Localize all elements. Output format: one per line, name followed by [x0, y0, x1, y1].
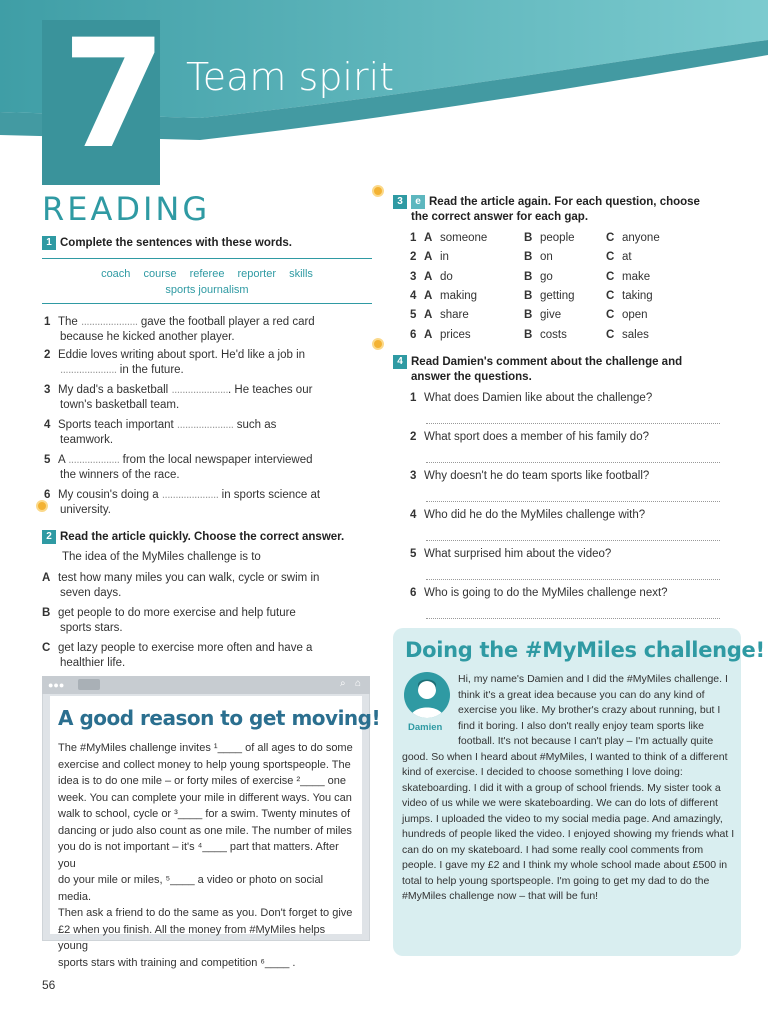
ex4-question-5: 5 What surprised him about the video?	[410, 548, 612, 560]
ex1-item-4: 4 Sports teach important ..................... such as teamwork.	[44, 419, 277, 446]
answer-blank[interactable]: .....................	[161, 489, 219, 501]
answer-line[interactable]	[426, 579, 720, 580]
option-a[interactable]: do	[440, 270, 453, 283]
option-letter: C	[606, 251, 615, 264]
answer-line[interactable]	[426, 540, 720, 541]
option-b[interactable]: people	[540, 232, 575, 244]
unit-number: 7	[62, 8, 163, 182]
marker-dot	[372, 338, 384, 350]
window-dots-icon: ●●●	[48, 680, 65, 690]
ex2-option-c[interactable]: C get lazy people to exercise more often and have a healthier life.	[42, 642, 313, 669]
option-b[interactable]: on	[540, 251, 553, 264]
ex4-question-2: 2 What sport does a member of his family do?	[410, 431, 649, 443]
ex3-row	[410, 326, 730, 345]
ex4-instruction-l1: Read Damien's comment about the challenge and	[411, 356, 683, 369]
search-icon[interactable]: ⌕	[340, 678, 346, 689]
option-b[interactable]: costs	[540, 328, 567, 341]
exam-badge-icon: e	[411, 195, 425, 209]
ex3-row-number: 6	[410, 328, 417, 341]
article-line: dancing or judo also count as one mile. The number of miles	[58, 824, 352, 837]
answer-line[interactable]	[426, 501, 720, 502]
ex1-item-5: 5 A ................... from the local newspaper interviewed the winners of the race.	[44, 454, 313, 481]
ex3-row-number: 1	[410, 232, 417, 244]
article-line: The #MyMiles challenge invites ¹____ of all ages to do some	[58, 742, 353, 754]
option-letter: C	[606, 328, 615, 341]
option-letter: C	[606, 232, 615, 244]
option-letter: C	[606, 270, 615, 283]
ex3-row-number: 5	[410, 309, 417, 322]
comment-author: Damien	[408, 722, 443, 733]
article-body	[58, 740, 358, 971]
option-letter: B	[524, 251, 533, 264]
option-letter: A	[424, 232, 433, 244]
word-reporter: reporter	[237, 268, 277, 280]
option-letter: B	[524, 232, 533, 244]
word-coach: coach	[101, 268, 131, 280]
ex1-item-1: 1 The ..................... gave the football player a red card because he kicked another player.	[44, 316, 315, 343]
word-course: course	[143, 268, 177, 280]
ex1-item-2: 2 Eddie loves writing about sport. He'd like a job in ..................... in the future.	[44, 349, 306, 376]
option-letter: C	[606, 309, 615, 322]
unit-title: Team spirit	[186, 55, 395, 99]
option-letter: B	[524, 328, 533, 341]
word-box	[42, 258, 372, 304]
ex3-number: 3	[393, 195, 407, 209]
browser-bar	[42, 676, 370, 694]
article-line: Then ask a friend to do the same as you. Don't forget to give	[58, 907, 353, 919]
ex2-number: 2	[42, 530, 56, 544]
ex4-instruction-l2: answer the questions.	[411, 371, 532, 384]
option-c[interactable]: make	[622, 270, 651, 283]
ex1-instruction	[42, 236, 292, 251]
answer-line[interactable]	[426, 423, 720, 424]
tab-icon	[78, 679, 100, 690]
option-letter: A	[424, 270, 433, 283]
ex3-row	[410, 268, 730, 287]
option-a[interactable]: someone	[440, 232, 488, 244]
option-c[interactable]: anyone	[622, 232, 660, 244]
ex2-instruction	[42, 530, 344, 545]
option-letter: A	[424, 289, 433, 302]
article-line: walk to school, cycle or ³____ for a swim. Twenty minutes of	[58, 808, 351, 820]
ex2-instruction-text: Read the article quickly. Choose the correct answer.	[60, 531, 345, 544]
ex3-instruction	[393, 195, 733, 225]
ex4-question-3: 3 Why doesn't he do team sports like football?	[410, 470, 650, 482]
option-b[interactable]: give	[540, 309, 562, 322]
marker-dot	[372, 185, 384, 197]
answer-line[interactable]	[426, 462, 720, 463]
option-letter: B	[524, 309, 533, 322]
option-letter: A	[424, 328, 433, 341]
article-line: week. You can complete your mile in different ways. You can	[58, 791, 352, 804]
option-c[interactable]: taking	[622, 289, 653, 302]
option-letter: C	[606, 289, 615, 302]
option-a[interactable]: share	[440, 309, 469, 322]
ex3-instruction-l2: the correct answer for each gap.	[411, 211, 589, 224]
marker-dot	[36, 500, 48, 512]
answer-blank[interactable]: .....................	[176, 419, 234, 431]
ex4-instruction	[393, 355, 733, 385]
answer-blank[interactable]: .....................	[171, 384, 229, 396]
option-letter: B	[524, 289, 533, 302]
answer-blank[interactable]: ...................	[68, 454, 120, 466]
comment-body	[402, 672, 736, 905]
ex4-number: 4	[393, 355, 407, 369]
ex3-row	[410, 229, 730, 248]
option-b[interactable]: getting	[540, 289, 575, 302]
article-line: £2 when you finish. All the money from #MyMiles helps young	[58, 923, 326, 952]
ex1-number: 1	[42, 236, 56, 250]
article-line: exercise and collect money to help young sportspeople. The	[58, 758, 351, 771]
home-icon[interactable]: ⌂	[355, 678, 362, 689]
ex3-row	[410, 248, 730, 267]
answer-line[interactable]	[426, 618, 720, 619]
word-box-line2: sports journalism	[165, 284, 249, 296]
word-skills: skills	[289, 268, 313, 280]
answer-blank[interactable]: .....................	[60, 364, 117, 376]
word-referee: referee	[189, 268, 225, 280]
answer-blank[interactable]: .....................	[81, 316, 138, 328]
ex4-question-4: 4 Who did he do the MyMiles challenge with?	[410, 509, 646, 521]
option-letter: A	[424, 251, 433, 264]
ex3-instruction-l1: Read the article again. For each question, choose	[429, 196, 700, 209]
ex4-question-1: 1 What does Damien like about the challenge?	[410, 392, 653, 404]
option-letter: A	[424, 309, 433, 322]
option-c[interactable]: sales	[622, 328, 649, 341]
option-a[interactable]: prices	[440, 328, 471, 341]
option-c[interactable]: at	[622, 251, 632, 264]
ex3-row-number: 2	[410, 251, 417, 264]
ex3-row-number: 3	[410, 270, 417, 283]
article-title: A good reason to get moving!	[58, 706, 381, 730]
article-line: do your mile or miles, ⁵____ a video or photo on social media.	[58, 874, 324, 903]
ex2-stem: The idea of the MyMiles challenge is to	[62, 551, 261, 563]
ex2-option-a[interactable]: A test how many miles you can walk, cycle or swim in seven days.	[42, 572, 320, 599]
ex1-item-3: 3 My dad's a basketball ...................... He teaches our town's basketball team.	[44, 384, 313, 411]
option-c[interactable]: open	[622, 309, 648, 322]
option-a[interactable]: in	[440, 251, 449, 264]
ex1-item-6: 6 My cousin's doing a ..................... in sports science at university.	[44, 489, 321, 516]
ex4-question-6: 6 Who is going to do the MyMiles challenge next?	[410, 587, 668, 599]
ex2-option-b[interactable]: B get people to do more exercise and help future sports stars.	[42, 607, 296, 634]
ex3-row-number: 4	[410, 289, 417, 302]
section-title: READING	[42, 190, 211, 228]
ex1-instruction-text: Complete the sentences with these words.	[60, 237, 292, 250]
article-line: idea is to do one mile – or forty miles of exercise ²____ one	[58, 775, 346, 787]
comment-text: Hi, my name's Damien and I did the #MyMiles challenge. I think it's a great idea because you can do any kind of exercise you like. My brother's crazy about running, but I find it boring. I also don't really enjoy team sports like football. It's not because I can't play – I'm actually quite good. So when I heard about #MyMiles, I wanted to think of a different kind of exercise. I decided to choose something I love doing: skateboarding. I did it with a group of school friends. My sister took a video of us while we were skateboarding. We can do lots of different jumps. I uploaded the video to my social media page. And amazingly, hundreds of people liked the video. I enjoyed showing my friends what I can do on my skateboard. I had some really cool comments from people. I gave my £2 and I think my whole school made about £500 in total to help young sportspeople. I'm going to get my dad to do the #MyMiles challenge now – that will be fun!	[402, 673, 735, 902]
page-number: 56	[42, 978, 56, 992]
option-letter: B	[524, 270, 533, 283]
article-line: sports stars with training and competition ⁶____ .	[58, 956, 296, 969]
comment-title: Doing the #MyMiles challenge!	[405, 638, 765, 662]
option-a[interactable]: making	[440, 289, 478, 302]
article-line: you do is not important – it's ⁴____ part that matters. After you	[58, 841, 339, 870]
option-b[interactable]: go	[540, 270, 553, 283]
ex3-row	[410, 287, 730, 306]
ex3-row	[410, 306, 730, 325]
word-box-line1	[42, 266, 372, 282]
